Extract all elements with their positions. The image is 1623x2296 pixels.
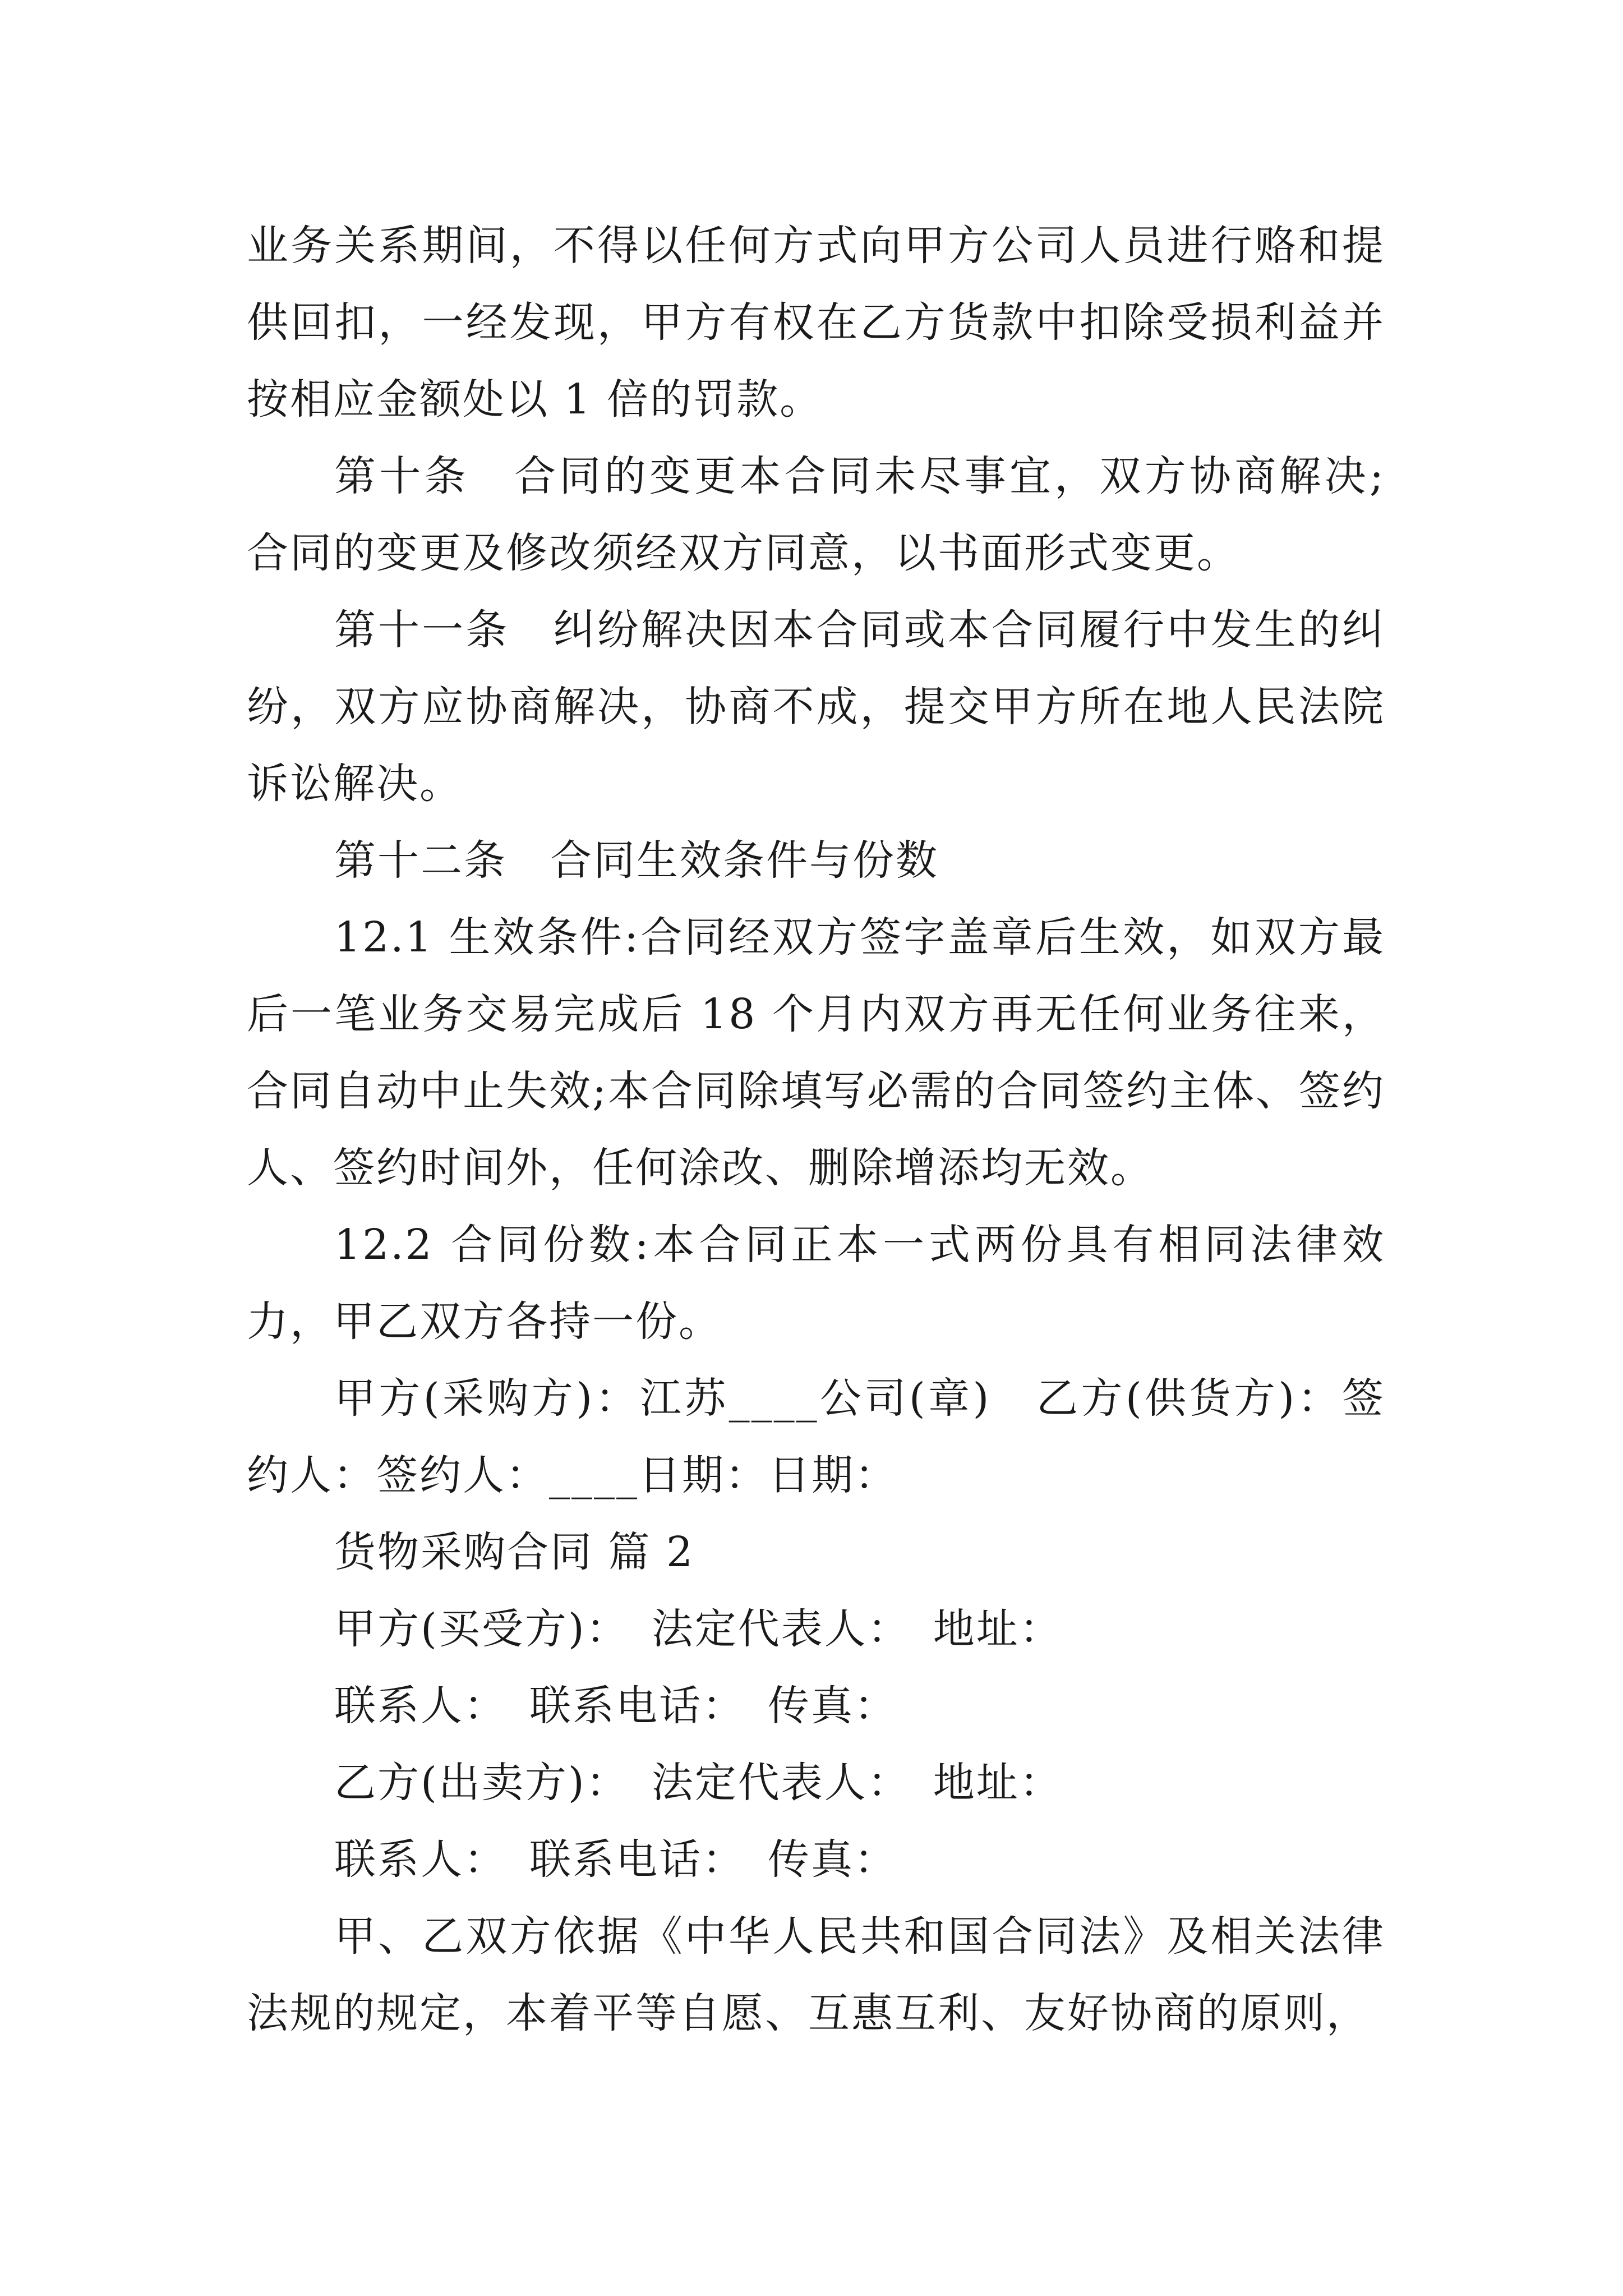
paragraph-party-a: 甲方(买受方)： 法定代表人： 地址：: [334, 1605, 1063, 1653]
paragraph-party-a-contact: 联系人： 联系电话： 传真：: [334, 1682, 897, 1730]
paragraph-signature-line: 甲方(采购方)：江苏____公司(章) 乙方(供货方)：签约人：签约人：____日期：日期：: [247, 1374, 1385, 1499]
paragraph-article-12-heading: 第十二条 合同生效条件与份数: [334, 836, 939, 885]
paragraph-party-b: 乙方(出卖方)： 法定代表人： 地址：: [334, 1759, 1063, 1807]
paragraph-12-2: 12.2 合同份数:本合同正本一式两份具有相同法律效力，甲乙双方各持一份。: [247, 1221, 1385, 1346]
paragraph-contract-2-title: 货物采购合同 篇 2: [334, 1528, 695, 1576]
paragraph-party-b-contact: 联系人： 联系电话： 传真：: [334, 1835, 897, 1884]
paragraph-article-10: 第十条 合同的变更本合同未尽事宜，双方协商解决;合同的变更及修改须经双方同意，以书面形式变更。: [247, 452, 1385, 577]
paragraph-bribery-clause: 业务关系期间，不得以任何方式向甲方公司人员进行赂和提供回扣，一经发现，甲方有权在乙方货款中扣除受损利益并按相应金额处以 1 倍的罚款。: [247, 222, 1385, 424]
paragraph-article-11: 第十一条 纠纷解决因本合同或本合同履行中发生的纠纷，双方应协商解决，协商不成，提交甲方所在地人民法院诉讼解决。: [247, 606, 1385, 808]
paragraph-preamble: 甲、乙双方依据《中华人民共和国合同法》及相关法律法规的规定，本着平等自愿、互惠互利、友好协商的原则，: [247, 1912, 1385, 2037]
paragraph-12-1: 12.1 生效条件:合同经双方签字盖章后生效，如双方最后一笔业务交易完成后 18 个月内双方再无任何业务往来，合同自动中止失效;本合同除填写必需的合同签约主体、签约人、签约时间外，任何涂改、删除增添均无效。: [247, 913, 1385, 1192]
document-body: [247, 208, 1385, 2052]
